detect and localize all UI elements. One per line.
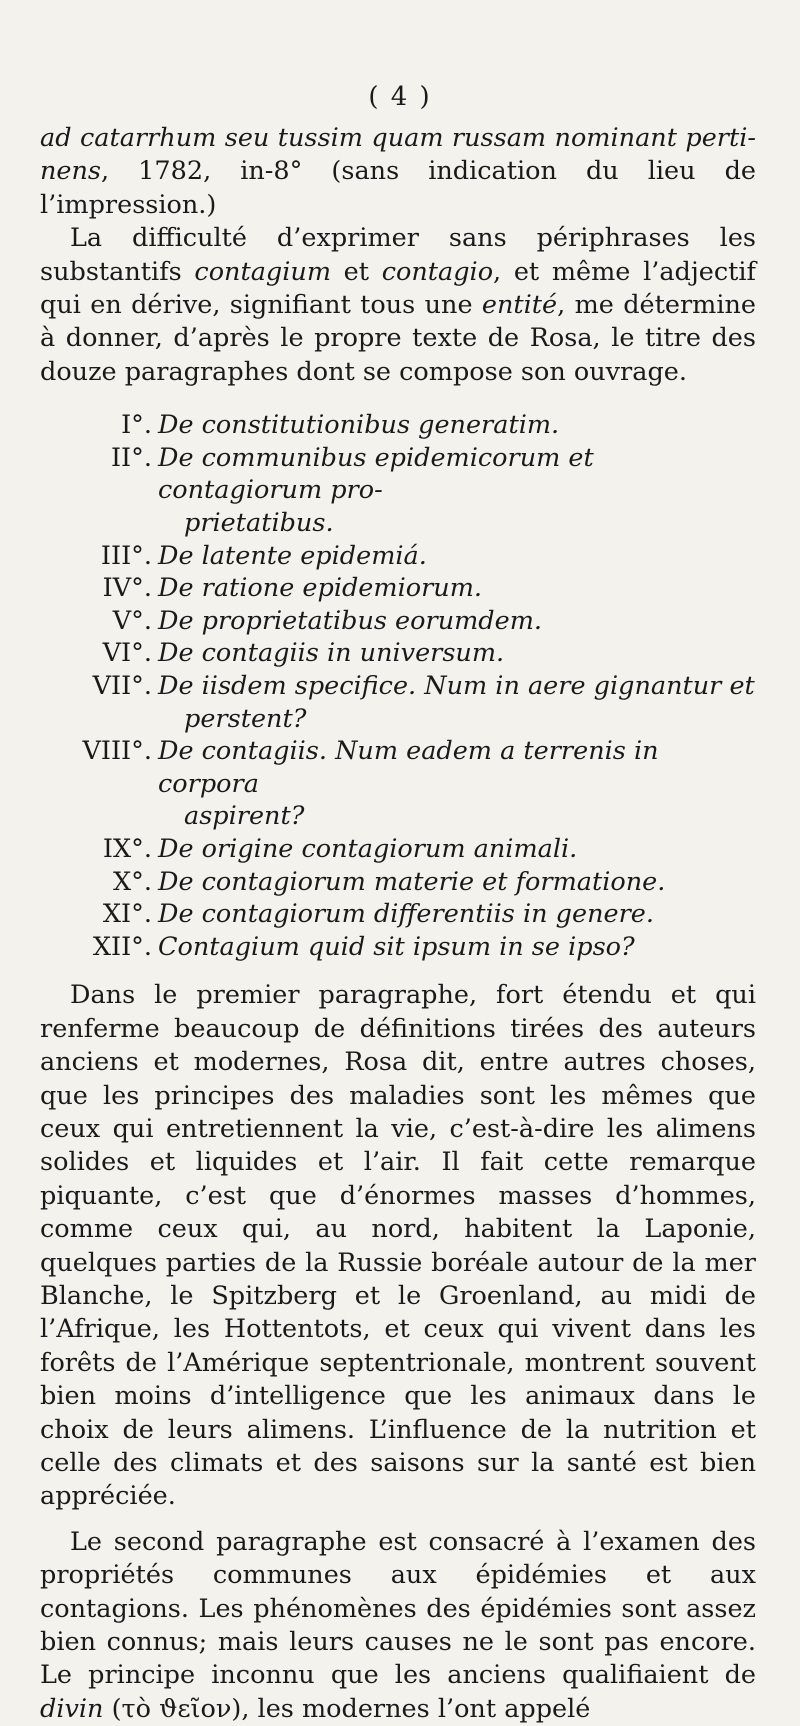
p1-italic-entite: entité [481, 290, 558, 321]
chapter-title: De origine contagiorum animali. [158, 833, 578, 864]
list-item [40, 409, 756, 442]
list-item [40, 442, 756, 540]
chapter-list [40, 409, 756, 963]
chapter-number: II°. [110, 442, 152, 473]
page-number: ( 4 ) [368, 82, 432, 112]
chapter-title-line: De contagiis. Num eadem a terrenis in corpora [158, 736, 659, 799]
chapter-title: De contagiis in universum. [158, 638, 505, 669]
chapter-title: De constitutionibus generatim. [158, 410, 560, 441]
chapter-number: VIII°. [82, 736, 152, 767]
chapter-title-line: De communibus epidemicorum et contagiorum pro- [158, 442, 594, 506]
chapter-title: De ratione epidemiorum. [158, 573, 482, 604]
p1-text-e: , et même l’adjectif qui en dérive, signifiant tous une [40, 256, 756, 321]
chapter-title [158, 442, 756, 540]
paragraph-1 [40, 222, 756, 389]
chapter-title: Contagium quid sit ipsum in se ipso? [158, 931, 635, 962]
list-item [40, 670, 756, 735]
intro-italic-2: nens [40, 156, 102, 187]
chapter-title-continuation: perstent? [184, 703, 307, 734]
list-item [40, 931, 756, 964]
chapter-number: VII°. [92, 671, 152, 701]
chapter-title-continuation: aspirent? [184, 801, 305, 832]
chapter-number: VI°. [102, 638, 152, 669]
p1-italic-contagio: contagio [381, 256, 494, 287]
chapter-number: IX°. [102, 833, 152, 864]
list-item [40, 605, 756, 638]
intro-rest: , 1782, in-8° (sans indication du lieu de l’impression.) [40, 156, 756, 220]
p1-text-a: La difficulté d’exprimer sans périphrases les substantifs [40, 223, 756, 287]
list-item [40, 898, 756, 931]
chapter-number: X°. [112, 866, 152, 897]
chapter-number: XII°. [92, 931, 152, 962]
p3-italic-divin: divin [40, 1693, 104, 1724]
chapter-title: De proprietatibus eorumdem. [158, 605, 542, 636]
p3-text-c: (τὸ ϑεῖον), les modernes l’ont appelé [103, 1693, 591, 1724]
chapter-title [158, 670, 756, 735]
intro-text [40, 122, 756, 222]
chapter-title: De latente epidemiá. [158, 540, 427, 571]
list-item [40, 735, 756, 833]
chapter-title: De contagiorum differentiis in genere. [158, 899, 654, 930]
chapter-number: III°. [100, 540, 152, 571]
chapter-number: V°. [112, 605, 152, 636]
chapter-number: IV°. [102, 573, 152, 604]
list-item [40, 637, 756, 670]
list-item [40, 866, 756, 899]
p1-text-c: et [331, 256, 382, 287]
chapter-title: De contagiorum materie et formatione. [158, 866, 666, 897]
intro-italic: ad catarrhum seu tussim quam russam nominant perti- [40, 123, 756, 153]
list-item [40, 833, 756, 866]
chapter-title [158, 735, 756, 833]
p1-text-g: , me détermine à donner, d’après le propre texte de Rosa, le titre des douze paragraphes dont se compose son ouvrage. [40, 290, 757, 387]
list-item [40, 540, 756, 573]
p1-italic-contagium: contagium [194, 256, 331, 287]
chapter-title-continuation: prietatibus. [184, 508, 334, 539]
list-item [40, 572, 756, 605]
paragraph-2: Dans le premier paragraphe, fort étendu et qui renferme beaucoup de définitions tirées des auteurs anciens et modernes, Rosa dit, entre autres choses, que les principes des maladies sont les mêmes que ceux qui entretiennent la vie, c’est-à-dire les alimens solides et liquides et l’air. Il fait cette remarque piquante, c’est que d’énormes masses d’hommes, comme ceux qui, au nord, habitent la Laponie, quelques parties de la Russie boréale autour de la mer Blanche, le Spitzberg et le Groenland, au midi de l’Afrique, les Hottentots, et ceux qui vivent dans les forêts de l’Amérique septentrionale, montrent souvent bien moins d’intelligence que les animaux dans le choix de leurs alimens. L’influence de la nutrition et celle des climats et des saisons sur la santé est bien appréciée. [40, 980, 756, 1512]
chapter-title-line: De iisdem specifice. Num in aere gignantur et [158, 671, 755, 701]
p3-text-a: Le second paragraphe est consacré à l’examen des propriétés communes aux épidémies et aux contagions. Les phénomènes des épidémies sont assez bien connus; mais leurs causes ne le sont pas encore. Le principe inconnu que les anciens qualifiaient de [40, 1526, 756, 1691]
chapter-number: XI°. [102, 899, 152, 930]
chapter-number: I°. [121, 410, 152, 441]
paragraph-3 [40, 1526, 756, 1726]
